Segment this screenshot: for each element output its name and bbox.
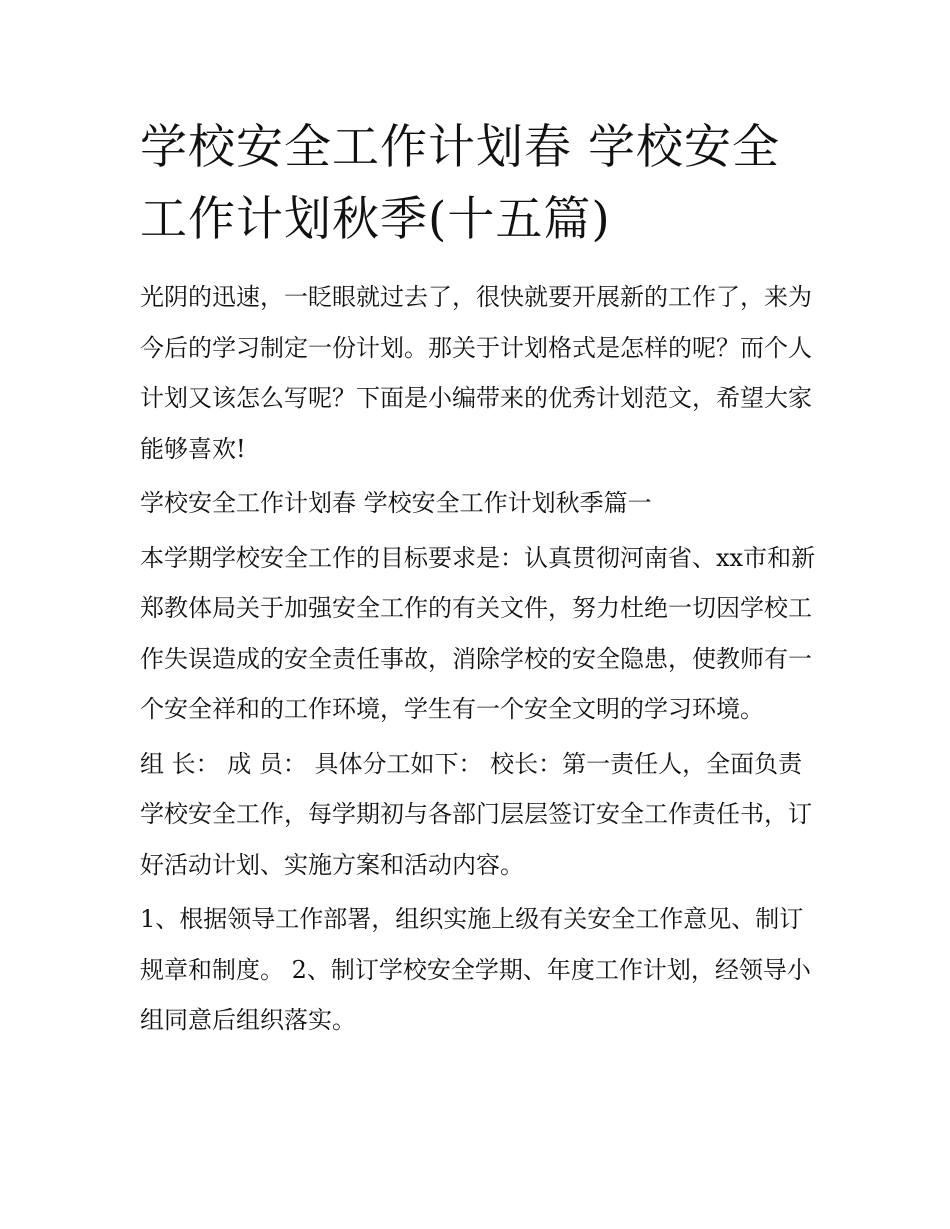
duties-paragraph: 1、根据领导工作部署，组织实施上级有关安全工作意见、制订规章和制度。 2、制订学校安全学期、年度工作计划，经领导小组同意后组织落实。 xyxy=(140,905,811,1034)
document-title: 学校安全工作计划春 学校安全工作计划秋季(十五篇) xyxy=(140,120,780,247)
goal-paragraph: 本学期学校安全工作的目标要求是：认真贯彻河南省、xx市和新郑教体局关于加强安全工作的有关文件，努力杜绝一切因学校工作失误造成的安全责任事故，消除学校的安全隐患，使教师有一个安全祥和的工作环境，学生有一个安全文明的学习环境。 xyxy=(140,543,816,723)
section-heading: 学校安全工作计划春 学校安全工作计划秋季篇一 xyxy=(140,489,652,517)
intro-paragraph: 光阴的迅速，一眨眼就过去了，很快就要开展新的工作了，来为今后的学习制定一份计划。那关于计划格式是怎样的呢？而个人计划又该怎么写呢？下面是小编带来的优秀计划范文，希望大家能够喜欢! xyxy=(140,283,812,463)
organization-paragraph: 组 长： 成 员： 具体分工如下： 校长：第一责任人，全面负责学校安全工作，每学期初与各部门层层签订安全工作责任书，订好活动计划、实施方案和活动内容。 xyxy=(140,749,812,879)
document-page xyxy=(140,112,820,1050)
